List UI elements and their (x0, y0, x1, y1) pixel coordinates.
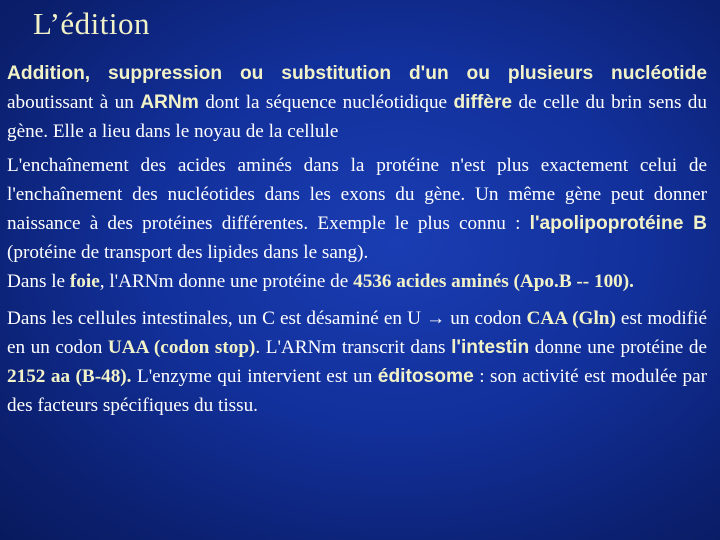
intestin-text-6: : son activité est modulée par des facteurs spécifiques du tissu. (7, 366, 707, 416)
term-uaa: UAA (codon stop) (107, 337, 256, 358)
intestin-text-5: L'enzyme qui intervient est un (131, 366, 378, 387)
term-intestin: l'intestin (451, 337, 530, 358)
term-caa: CAA (Gln) (526, 308, 616, 329)
intestin-text-2: est modifié en un codon (7, 308, 708, 358)
definition-lead: Addition, suppression ou substitution d'un ou plusieurs nucléotide (7, 63, 707, 84)
term-differe: diffère (453, 92, 513, 113)
paragraph-definition (7, 59, 707, 143)
foie-text-1: Dans le (7, 271, 70, 292)
term-apolipoproteine: l'apolipoprotéine B (529, 213, 707, 234)
term-2152-aa: 2152 aa (B-48). (7, 366, 132, 387)
paragraph-consequence (7, 151, 707, 267)
intestin-text-4: donne une protéine de (529, 337, 707, 358)
definition-text-3: de celle du brin sens du gène. Elle a lieu dans le noyau de la cellule (7, 92, 707, 142)
term-foie: foie (69, 271, 100, 292)
consequence-text-2: (protéine de transport des lipides dans le sang). (7, 242, 369, 263)
slide-title: L’édition (33, 6, 151, 41)
foie-text-2: , l'ARNm donne une protéine de (99, 271, 354, 292)
paragraph-intestin (7, 304, 707, 420)
definition-text-2: dont la séquence nucléotidique (198, 92, 454, 113)
term-arnm: ARNm (140, 92, 199, 113)
term-4536-aa: 4536 acides aminés (Apo.B -- 100). (353, 271, 634, 292)
intestin-text-1: Dans les cellules intestinales, un C est désaminé en U → un codon (7, 308, 527, 329)
paragraph-foie (7, 267, 707, 296)
intestin-text-3: . L'ARNm transcrit dans (255, 337, 452, 358)
slide-body (7, 59, 707, 420)
consequence-text-1: L'enchaînement des acides aminés dans la protéine n'est plus exactement celui de l'enchaînement des nucléotides dans les exons du gène. Un même gène peut donner naissance à des protéines différentes. Exemple le plus connu : (7, 155, 707, 234)
definition-text-1: aboutissant à un (7, 92, 141, 113)
term-editosome: éditosome (377, 366, 474, 387)
